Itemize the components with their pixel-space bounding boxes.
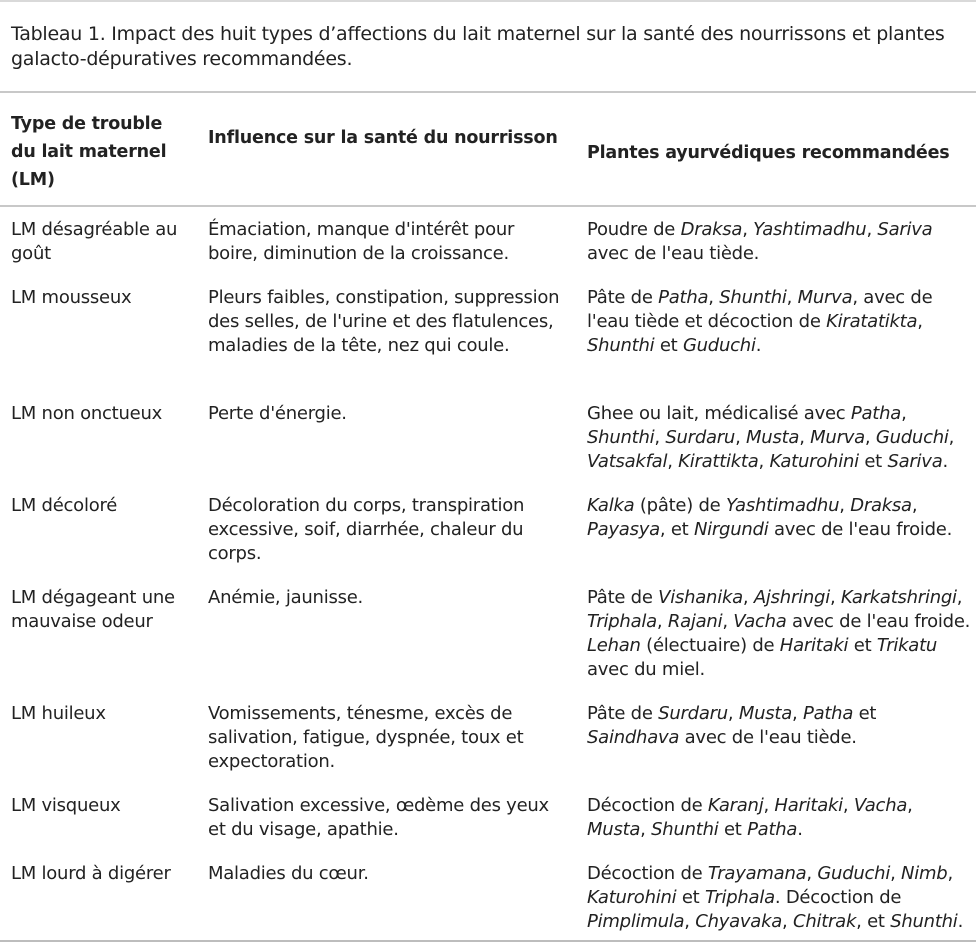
plants-text: , <box>890 863 902 884</box>
plant-name: Pimplimula <box>587 911 685 932</box>
plants-text: , <box>917 311 923 332</box>
plants-text: , <box>684 911 696 932</box>
plants-text: Décoction de <box>587 863 708 884</box>
plant-name: Guduchi <box>682 335 756 356</box>
plants-text: Poudre de <box>587 219 681 240</box>
plants-text: , <box>735 427 747 448</box>
plant-name: Vatsakfal <box>587 451 668 472</box>
plants-text: , et <box>659 519 694 540</box>
plant-name: Triphala <box>587 611 657 632</box>
plants-text: et <box>858 451 888 472</box>
infant-influence-cell: Émaciation, manque d'intérêt pour boire, diminution de la croissance. <box>208 219 515 264</box>
recommended-plants-cell <box>587 218 973 266</box>
plant-name: Patha <box>747 819 798 840</box>
plant-name: Kalka <box>587 495 635 516</box>
plant-name: Patha <box>802 703 854 724</box>
plant-name: Shunthi <box>890 911 958 932</box>
recommended-plants-cell <box>587 862 973 934</box>
plant-name: Vacha <box>733 611 787 632</box>
plants-text: , <box>799 427 811 448</box>
plants-text: , avec de l'eau tiède et décoction de <box>587 287 933 332</box>
plants-text: . <box>755 335 762 356</box>
plant-name: Patha <box>850 403 902 424</box>
plants-text: , <box>901 403 907 424</box>
plants-text: , <box>763 795 775 816</box>
plant-name: Kiratatikta <box>826 311 918 332</box>
plants-text: Ghee ou lait, médicalisé avec <box>587 403 851 424</box>
plant-name: Surdaru <box>665 427 736 448</box>
infant-influence-cell: Anémie, jaunisse. <box>208 587 363 608</box>
plants-text: , <box>907 795 913 816</box>
plants-text: , <box>842 795 854 816</box>
infant-influence-cell: Perte d'énergie. <box>208 403 347 424</box>
header-disorder-type: Type de trouble du lait maternel (LM) <box>11 114 167 190</box>
plant-name: Guduchi <box>875 427 949 448</box>
disorder-type-cell: LM décoloré <box>11 495 118 516</box>
infant-influence-cell: Salivation excessive, œdème des yeux et du visage, apathie. <box>208 795 549 840</box>
plants-text: , <box>727 703 739 724</box>
infant-influence-cell: Décoloration du corps, transpiration excessive, soif, diarrhée, chaleur du corps. <box>208 495 525 564</box>
plants-text: (électuaire) de <box>640 635 780 656</box>
plant-name: Shunthi <box>587 335 655 356</box>
plants-text: et <box>676 887 705 908</box>
plants-text: , <box>656 611 668 632</box>
plant-name: Rajani <box>667 611 723 632</box>
plants-text: , <box>640 819 652 840</box>
plants-text: . <box>797 819 803 840</box>
plant-name: Murva <box>810 427 865 448</box>
plants-text: Pâte de <box>587 587 659 608</box>
plant-name: Katurohini <box>769 451 859 472</box>
header-infant-influence: Influence sur la santé du nourrisson <box>208 128 558 148</box>
header-recommended-plants: Plantes ayurvédiques recommandées <box>587 143 950 163</box>
plant-name: Trikatu <box>876 635 938 656</box>
top-divider <box>0 0 976 2</box>
plant-name: Shunthi <box>719 287 787 308</box>
plant-name: Draksa <box>850 495 912 516</box>
plants-text: , <box>667 451 679 472</box>
plant-name: Katurohini <box>587 887 677 908</box>
plants-text: , <box>742 219 754 240</box>
plant-name: Sariva <box>877 219 933 240</box>
plant-name: Yashtimadhu <box>753 219 867 240</box>
plants-text: , <box>947 863 953 884</box>
plants-text: et <box>853 703 877 724</box>
disorder-type-cell: LM mousseux <box>11 287 132 308</box>
plants-text: , <box>786 287 798 308</box>
plants-text: , <box>956 587 963 608</box>
plants-text: avec de l'eau tiède. <box>587 243 760 264</box>
plant-name: Ajshringi <box>753 587 830 608</box>
plants-text: avec de l'eau froide. <box>786 611 971 632</box>
plants-text: , <box>792 703 803 724</box>
plant-name: Payasya <box>587 519 660 540</box>
plants-text: , <box>758 451 770 472</box>
plant-name: Musta <box>738 703 793 724</box>
plant-name: Musta <box>587 819 641 840</box>
plant-name: Chitrak <box>793 911 857 932</box>
plant-name: Chyavaka <box>695 911 783 932</box>
plants-text: , <box>708 287 720 308</box>
plant-name: Haritaki <box>774 795 843 816</box>
plants-text: , et <box>856 911 891 932</box>
plants-text: , <box>654 427 666 448</box>
recommended-plants-cell <box>587 794 973 842</box>
plant-name: Musta <box>746 427 800 448</box>
plant-name: Yashtimadhu <box>725 495 840 516</box>
plants-text: , <box>722 611 734 632</box>
plant-name: Nirgundi <box>693 519 769 540</box>
plants-text: et <box>654 335 683 356</box>
recommended-plants-cell <box>587 494 973 542</box>
header-bottom-divider <box>0 205 976 207</box>
plants-text: , <box>839 495 851 516</box>
recommended-plants-cell <box>587 586 973 682</box>
plants-text: . Décoction de <box>774 887 902 908</box>
plant-name: Guduchi <box>817 863 891 884</box>
infant-influence-cell: Maladies du cœur. <box>208 863 369 884</box>
plants-text: (pâte) de <box>634 495 726 516</box>
plant-name: Kirattikta <box>678 451 759 472</box>
plants-text: avec du miel. <box>587 659 706 680</box>
plant-name: Nimb <box>901 863 948 884</box>
plants-text: . <box>957 911 964 932</box>
plants-text: , <box>866 219 878 240</box>
plant-name: Surdaru <box>658 703 728 724</box>
plants-text: . <box>942 451 948 472</box>
plants-text: Pâte de <box>587 703 659 724</box>
plants-text: Pâte de <box>587 287 659 308</box>
plants-text: , <box>911 495 918 516</box>
disorder-type-cell: LM lourd à digérer <box>11 863 171 884</box>
plant-name: Lehan <box>587 635 641 656</box>
plant-name: Shunthi <box>651 819 719 840</box>
recommended-plants-cell <box>587 702 973 750</box>
disorder-type-cell: LM huileux <box>11 703 106 724</box>
infant-influence-cell: Pleurs faibles, constipation, suppression des selles, de l'urine et des flatulences, maladies de la tête, nez qui coule. <box>208 287 560 356</box>
recommended-plants-cell <box>587 286 973 358</box>
plant-name: Sariva <box>887 451 943 472</box>
plants-text: Décoction de <box>587 795 708 816</box>
table-bottom-divider <box>0 940 976 942</box>
table-caption: Tableau 1. Impact des huit types d’affections du lait maternel sur la santé des nourrissons et plantes galacto-dépuratives recommandées. <box>11 23 945 70</box>
plant-name: Haritaki <box>779 635 849 656</box>
header-top-divider <box>0 91 976 93</box>
plant-name: Karanj <box>707 795 764 816</box>
plants-text: et <box>718 819 748 840</box>
plant-name: Vacha <box>853 795 908 816</box>
plants-text: avec de l'eau tiède. <box>679 727 857 748</box>
plants-text: , <box>829 587 841 608</box>
plants-text: , <box>948 427 955 448</box>
disorder-type-cell: LM désagréable au goût <box>11 219 178 264</box>
disorder-type-cell: LM non onctueux <box>11 403 162 424</box>
recommended-plants-cell <box>587 402 973 474</box>
plant-name: Triphala <box>704 887 775 908</box>
plants-text: , <box>782 911 793 932</box>
disorder-type-cell: LM visqueux <box>11 795 121 816</box>
plant-name: Patha <box>658 287 709 308</box>
plants-text: avec de l'eau froide. <box>768 519 953 540</box>
plant-name: Karkatshringi <box>840 587 957 608</box>
plant-name: Shunthi <box>587 427 655 448</box>
plant-name: Saindhava <box>587 727 680 748</box>
plants-text: et <box>848 635 877 656</box>
plants-text: , <box>806 863 818 884</box>
disorder-type-cell: LM dégageant une mauvaise odeur <box>11 587 175 632</box>
plants-text: , <box>742 587 754 608</box>
plants-text: , <box>864 427 876 448</box>
plant-name: Draksa <box>680 219 743 240</box>
plant-name: Murva <box>797 287 853 308</box>
plant-name: Vishanika <box>658 587 743 608</box>
plant-name: Trayamana <box>707 863 807 884</box>
infant-influence-cell: Vomissements, ténesme, excès de salivation, fatigue, dyspnée, toux et expectoration. <box>208 703 524 772</box>
